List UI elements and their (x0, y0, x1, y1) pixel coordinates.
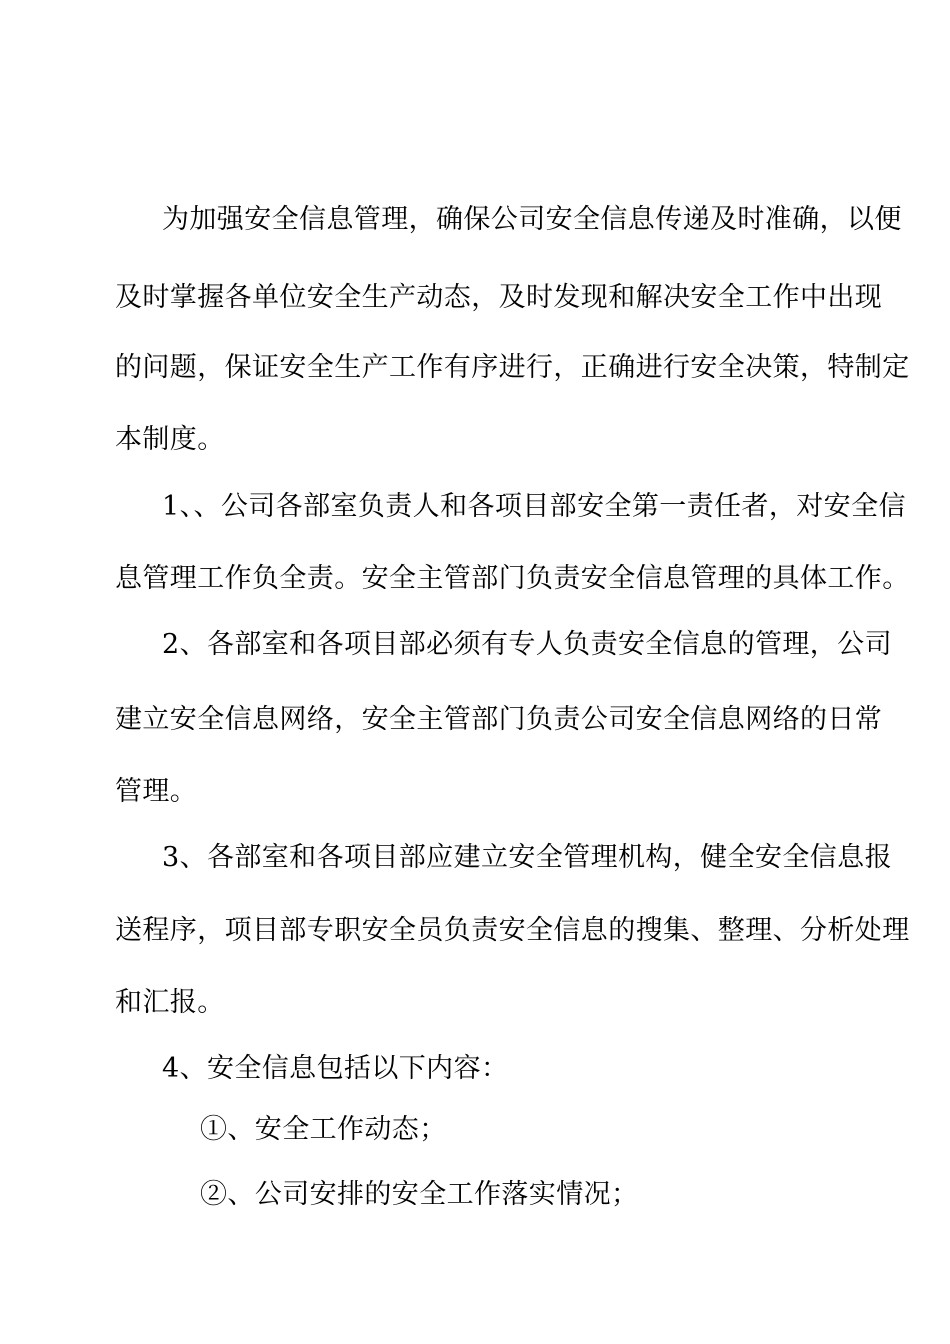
item-4-subitem-1: ①、安全工作动态； (200, 1114, 447, 1145)
intro-line-4: 本制度。 (115, 424, 225, 455)
item-3-line-1: 3、各部室和各项目部应建立安全管理机构，健全安全信息报 (162, 842, 892, 873)
item-3-line-2: 送程序，项目部专职安全员负责安全信息的搜集、整理、分析处理 (115, 915, 910, 946)
item-4-subitem-2: ②、公司安排的安全工作落实情况； (200, 1179, 639, 1210)
item-2-line-3: 管理。 (115, 776, 198, 807)
intro-line-2: 及时掌握各单位安全生产动态，及时发现和解决安全工作中出现 (115, 282, 883, 313)
item-1-line-2: 息管理工作负全责。安全主管部门负责安全信息管理的具体工作。 (115, 563, 910, 594)
item-2-line-1: 2、各部室和各项目部必须有专人负责安全信息的管理，公司 (162, 629, 892, 660)
item-2-line-2: 建立安全信息网络，安全主管部门负责公司安全信息网络的日常 (115, 704, 883, 735)
intro-line-1: 为加强安全信息管理，确保公司安全信息传递及时准确，以便 (162, 204, 902, 235)
item-1-line-1: 1、、公司各部室负责人和各项目部安全第一责任者，对安全信 (162, 491, 906, 522)
item-4-heading: 4、安全信息包括以下内容： (162, 1053, 509, 1084)
item-3-line-3: 和汇报。 (115, 987, 225, 1018)
intro-line-3: 的问题，保证安全生产工作有序进行，正确进行安全决策，特制定 (115, 352, 910, 383)
